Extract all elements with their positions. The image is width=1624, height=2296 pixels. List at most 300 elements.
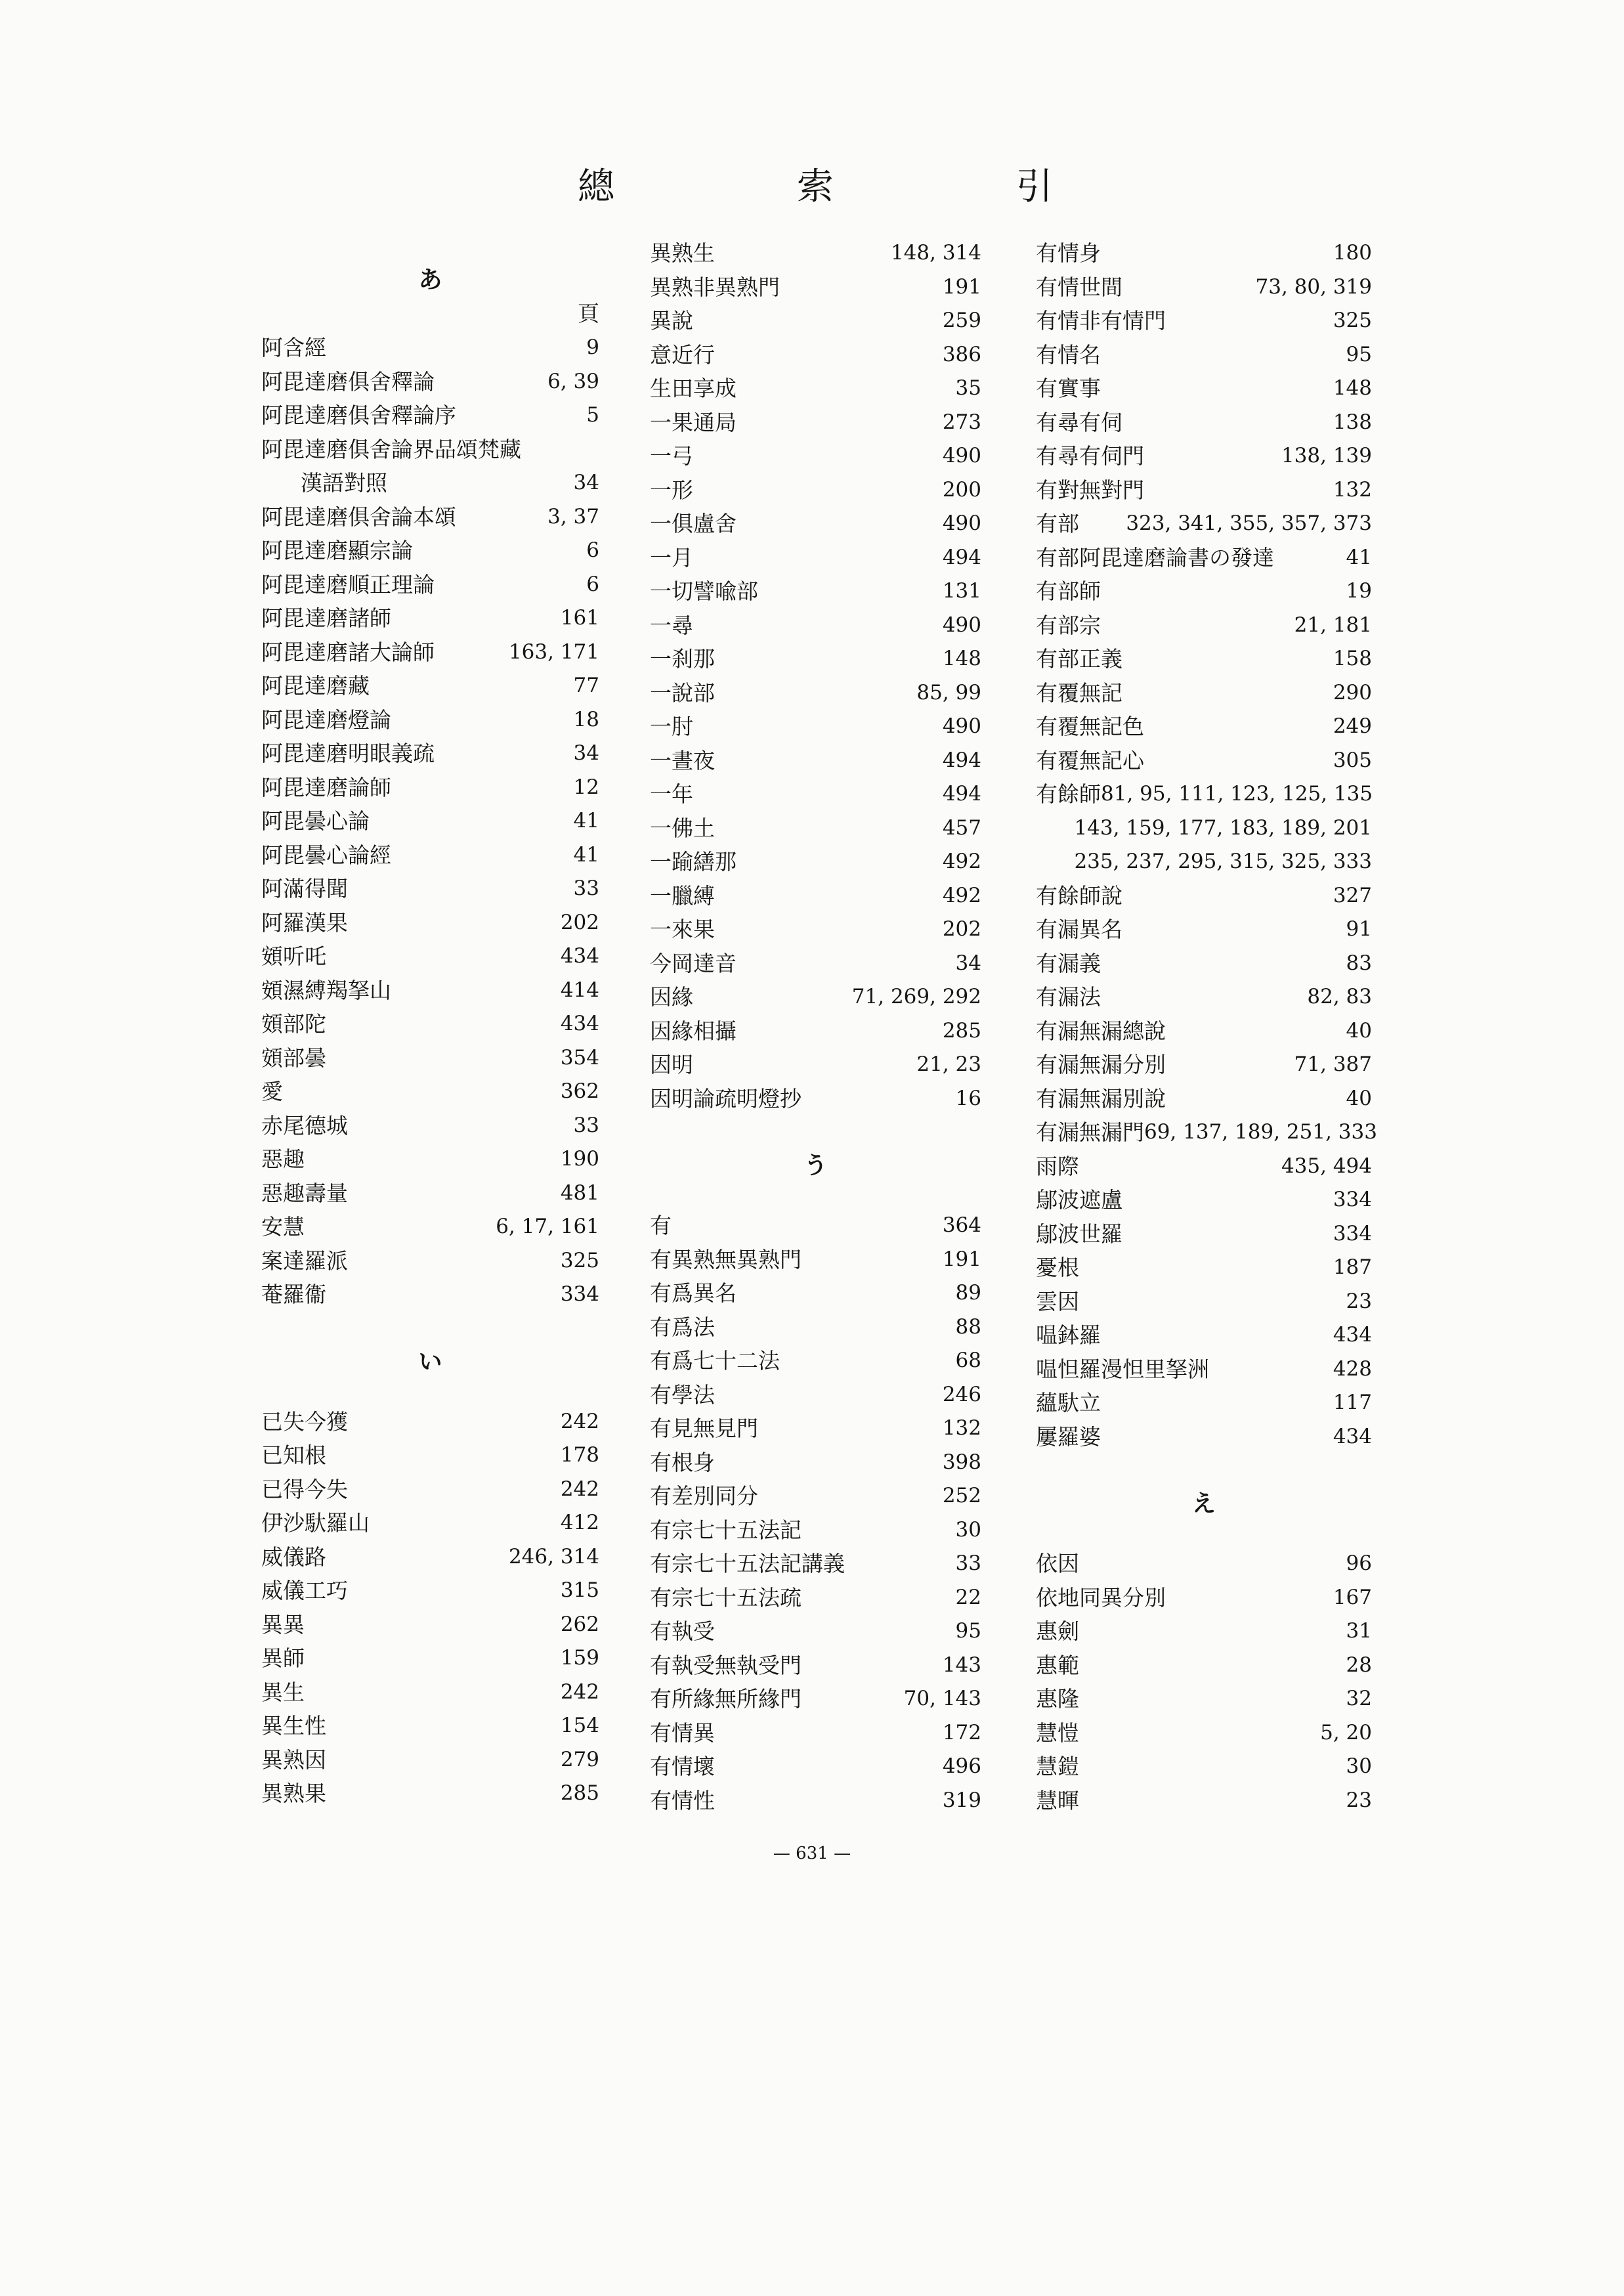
index-entry — [1036, 1116, 1377, 1150]
index-entry-term: 阿含經 — [261, 335, 326, 360]
index-entry-pages: 494 — [942, 782, 981, 806]
index-entry-term: 一尋 — [650, 612, 693, 638]
index-entry — [261, 1608, 599, 1642]
index-entry-pages: 88 — [955, 1314, 981, 1339]
index-entry-pages: 494 — [942, 748, 981, 772]
index-entry-pages: 89 — [955, 1281, 981, 1305]
index-entry — [1036, 574, 1372, 609]
index-column-2 — [650, 236, 981, 1817]
index-entry-term: 惡趣壽量 — [261, 1180, 348, 1206]
column-2-entries-top — [650, 236, 981, 1116]
index-entry-pages: 33 — [573, 877, 599, 900]
index-entry-term: 有宗七十五法記 — [650, 1517, 801, 1543]
index-entry — [1036, 1547, 1372, 1581]
index-entry — [650, 338, 981, 372]
index-entry-pages: 323, 341, 355, 357, 373 — [1126, 511, 1372, 535]
index-entry-pages: 28 — [1346, 1653, 1372, 1677]
index-entry — [261, 500, 599, 534]
index-entry-term: 有情非有情門 — [1036, 308, 1166, 334]
index-entry — [261, 906, 599, 940]
index-entry — [1036, 1614, 1372, 1649]
index-entry-pages: 187 — [1333, 1255, 1372, 1279]
index-entry-pages: 191 — [942, 1247, 981, 1271]
index-entry — [650, 1784, 981, 1818]
section-a-entries — [261, 331, 599, 1312]
index-entry-term: 有漏無漏門 — [1036, 1119, 1144, 1145]
index-entry — [650, 1412, 981, 1446]
index-entry — [1036, 1251, 1372, 1285]
index-entry-pages: 23 — [1346, 1289, 1372, 1313]
index-entry — [650, 744, 981, 778]
index-entry — [650, 1750, 981, 1784]
index-entry — [1036, 439, 1372, 473]
index-entry-term: 已失今獲 — [261, 1408, 348, 1435]
index-entry — [650, 1479, 981, 1513]
index-entry-term: 有部 — [1036, 511, 1079, 536]
index-entry — [1036, 744, 1372, 778]
index-entry — [650, 947, 981, 981]
index-entry-pages: 70, 143 — [903, 1687, 981, 1710]
index-entry-term: 案達羅派 — [261, 1247, 348, 1274]
index-entry — [261, 534, 599, 568]
index-entry — [261, 872, 599, 906]
index-entry-term: 異熟非異熟門 — [650, 274, 780, 300]
index-entry — [261, 365, 599, 399]
index-entry-pages: 143 — [942, 1653, 981, 1677]
index-entry-term: 一刹那 — [650, 646, 715, 672]
index-entry — [650, 1209, 981, 1243]
index-entry-pages: 279 — [560, 1747, 599, 1771]
index-entry-term: 有情名 — [1036, 341, 1101, 368]
index-entry-pages: 3, 37 — [547, 504, 599, 529]
index-column-3 — [1036, 236, 1377, 1817]
index-entry-term: 阿毘達磨諸大論師 — [261, 639, 435, 665]
column-3-entries-top — [1036, 236, 1377, 1454]
index-entry-pages: 95 — [1346, 342, 1372, 366]
index-entry-term: 一切譬喩部 — [650, 578, 758, 604]
index-entry-term: 惡趣 — [261, 1146, 305, 1172]
index-entry — [1036, 1183, 1372, 1217]
index-entry-term: 阿毘曇心論 — [261, 808, 370, 834]
index-entry-term: 有異熟無異熟門 — [650, 1246, 801, 1272]
index-entry-pages: 6, 39 — [547, 369, 599, 393]
index-entry-term: 有根身 — [650, 1449, 715, 1475]
index-entry-pages: 158 — [1333, 647, 1372, 670]
index-entry-pages: 434 — [1333, 1323, 1372, 1347]
index-entry-term: 雨際 — [1036, 1153, 1079, 1179]
index-entry — [261, 1473, 599, 1507]
index-entry-term: 今岡達音 — [650, 950, 737, 976]
index-entry-term: 阿毘達磨俱舍釋論序 — [261, 402, 456, 428]
index-entry-pages: 33 — [955, 1551, 981, 1575]
index-entry — [650, 271, 981, 305]
index-entry-pages: 71, 269, 292 — [851, 985, 981, 1008]
index-entry — [261, 974, 599, 1008]
section-i-entries — [261, 1405, 599, 1811]
index-entry-term: 阿羅漢果 — [261, 909, 348, 936]
index-entry — [1036, 1750, 1372, 1784]
index-entry-term: 漢語對照 — [301, 470, 387, 496]
index-entry-pages: 246 — [942, 1382, 981, 1406]
index-entry-term: 一肘 — [650, 714, 693, 739]
index-entry-pages: 40 — [1346, 1086, 1372, 1110]
index-entry-term: 有對無對門 — [1036, 477, 1144, 503]
index-entry-term: 有情性 — [650, 1787, 715, 1813]
index-entry-term: 惠隆 — [1036, 1686, 1079, 1712]
index-entry-term: 有漏法 — [1036, 984, 1101, 1010]
index-entry-pages: 5 — [586, 403, 599, 427]
index-entry-term: 有尋有伺門 — [1036, 443, 1144, 469]
index-entry-pages: 200 — [942, 477, 981, 502]
index-entry-pages: 132 — [1333, 477, 1372, 502]
index-entry-pages: 83 — [1346, 951, 1372, 975]
index-entry — [1036, 507, 1372, 541]
index-entry — [261, 433, 599, 467]
index-entry-term: 慧鎧 — [1036, 1754, 1079, 1779]
index-entry — [650, 777, 981, 812]
index-entry-term: 意近行 — [650, 341, 715, 368]
index-entry — [261, 1743, 599, 1777]
index-entry-pages: 327 — [1333, 883, 1372, 907]
index-entry-pages: 434 — [560, 1012, 599, 1035]
index-entry-pages: 21, 181 — [1294, 613, 1372, 637]
index-entry-pages: 9 — [586, 336, 599, 359]
index-entry-pages: 81, 95, 111, 123, 125, 135 — [1101, 782, 1373, 806]
index-entry — [261, 804, 599, 838]
index-entry — [261, 636, 599, 670]
index-entry-pages: 69, 137, 189, 251, 333 — [1144, 1120, 1377, 1144]
index-entry — [1036, 642, 1372, 676]
index-entry-pages: 354 — [560, 1045, 599, 1070]
index-entry — [1036, 1318, 1372, 1353]
index-entry — [650, 642, 981, 676]
page-column-header: 頁 — [578, 301, 599, 326]
index-entry — [261, 568, 599, 602]
index-entry-pages: 41 — [1346, 545, 1372, 569]
index-entry-term: 阿毘達磨論師 — [261, 774, 391, 800]
index-entry-pages: 242 — [560, 1679, 599, 1704]
index-entry-pages: 77 — [573, 674, 599, 697]
index-entry — [650, 1716, 981, 1750]
index-entry-term: 有餘師說 — [1036, 882, 1122, 909]
index-entry-pages: 95 — [955, 1619, 981, 1643]
index-entry — [261, 1676, 599, 1710]
index-entry-pages: 32 — [1346, 1687, 1372, 1710]
index-entry — [1036, 1048, 1372, 1082]
index-entry-term: 一形 — [650, 477, 693, 503]
index-entry — [1036, 1082, 1372, 1116]
index-entry-term: 嗢鉢羅 — [1036, 1322, 1101, 1348]
index-entry — [1036, 304, 1372, 338]
index-entry-pages: 285 — [560, 1781, 599, 1805]
index-entry-pages: 325 — [560, 1248, 599, 1272]
index-entry-pages: 398 — [942, 1450, 981, 1474]
index-entry-pages: 41 — [573, 842, 599, 867]
index-entry-term: 有部師 — [1036, 578, 1101, 604]
index-entry — [1036, 913, 1372, 947]
index-entry-pages: 305 — [1333, 748, 1372, 772]
index-entry-pages: 73, 80, 319 — [1255, 274, 1372, 299]
index-entry-pages: 490 — [942, 613, 981, 637]
index-entry-pages: 242 — [560, 1477, 599, 1501]
index-entry — [1036, 271, 1372, 305]
index-entry — [650, 1547, 981, 1581]
index-entry-pages: 490 — [942, 511, 981, 535]
index-entry-pages: 492 — [942, 850, 981, 873]
index-entry — [1036, 710, 1372, 744]
index-entry-term: 鄔波遮盧 — [1036, 1187, 1122, 1213]
index-entry-term: 異生 — [261, 1679, 305, 1705]
index-entry — [261, 1210, 599, 1244]
index-entry — [1036, 1353, 1372, 1387]
index-entry — [650, 1581, 981, 1615]
index-entry-pages: 172 — [942, 1720, 981, 1744]
page-number: — 631 — — [773, 1844, 851, 1863]
index-entry-term: 有部宗 — [1036, 612, 1101, 638]
index-entry-pages: 159 — [560, 1646, 599, 1670]
index-entry-term: 有覆無記 — [1036, 680, 1122, 706]
index-entry-pages: 91 — [1346, 917, 1372, 941]
index-entry-pages-continued: 143, 159, 177, 183, 189, 201 — [1074, 815, 1372, 840]
index-entry — [1036, 1420, 1372, 1454]
index-entry-term: 菴羅衞 — [261, 1282, 326, 1307]
index-entry-term: 鄔波世羅 — [1036, 1221, 1122, 1247]
index-entry-pages: 490 — [942, 444, 981, 467]
index-entry-pages: 249 — [1333, 714, 1372, 738]
index-entry-term: 有漏無漏分別 — [1036, 1052, 1166, 1077]
index-entry-term: 一月 — [650, 544, 693, 571]
index-entry-term: 有見無見門 — [650, 1416, 758, 1441]
section-u-entries — [650, 1209, 981, 1817]
index-entry — [1036, 338, 1372, 372]
index-entry-term: 有執受 — [650, 1618, 715, 1644]
index-entry-pages: 71, 387 — [1294, 1052, 1372, 1076]
index-entry-pages: 31 — [1346, 1619, 1372, 1643]
index-entry-pages: 18 — [573, 707, 599, 731]
index-entry — [261, 1405, 599, 1439]
section-heading-e: え — [1191, 1490, 1216, 1517]
index-entry-pages: 490 — [942, 714, 981, 738]
index-entry-term: 阿毘達磨俱舍論本頌 — [261, 504, 456, 530]
index-entry-term: 一來果 — [650, 917, 715, 942]
index-entry — [650, 1048, 981, 1082]
index-entry — [1036, 1682, 1372, 1716]
index-entry-term: 異熟果 — [261, 1781, 326, 1806]
index-entry-term: 一晝夜 — [650, 747, 715, 773]
index-entry — [1036, 879, 1372, 913]
index-entry — [650, 1513, 981, 1548]
index-entry-pages: 252 — [942, 1484, 981, 1507]
index-entry-term: 異生性 — [261, 1713, 326, 1739]
index-entry-pages: 41 — [573, 809, 599, 833]
index-entry — [261, 1709, 599, 1743]
index-entry — [261, 940, 599, 974]
index-entry-term: 一弓 — [650, 443, 693, 469]
index-entry-pages: 22 — [955, 1585, 981, 1609]
index-entry-term: 阿毘達磨燈論 — [261, 706, 391, 733]
index-entry — [1036, 1649, 1372, 1683]
index-entry-pages: 428 — [1333, 1356, 1372, 1381]
index-entry-term: 慧暉 — [1036, 1787, 1079, 1813]
index-entry-pages: 492 — [942, 883, 981, 907]
index-entry — [650, 812, 981, 846]
index-entry-pages: 96 — [1346, 1551, 1372, 1575]
index-entry-pages: 435, 494 — [1281, 1154, 1372, 1178]
index-entry-pages: 334 — [560, 1282, 599, 1306]
index-entry — [261, 466, 599, 500]
index-entry-pages: 117 — [1333, 1391, 1372, 1414]
index-entry-term: 因緣相攝 — [650, 1018, 737, 1044]
index-entry-pages: 290 — [1333, 680, 1372, 704]
index-entry — [261, 331, 599, 365]
index-entry-pages: 190 — [560, 1147, 599, 1171]
index-entry — [650, 236, 981, 271]
index-entry — [650, 1344, 981, 1378]
index-entry — [1036, 406, 1372, 440]
index-entry-term: 雲因 — [1036, 1288, 1079, 1314]
index-entry-pages: 34 — [573, 741, 599, 765]
index-entry-term: 惠劍 — [1036, 1618, 1079, 1644]
index-entry — [650, 710, 981, 744]
index-entry-pages: 481 — [560, 1180, 599, 1205]
index-entry-term: 有所緣無所緣門 — [650, 1686, 801, 1712]
section-heading-a: あ — [418, 266, 442, 293]
index-entry — [650, 1446, 981, 1480]
index-column-1 — [261, 263, 599, 1811]
index-entry — [261, 1540, 599, 1574]
index-entry — [650, 845, 981, 879]
index-entry — [650, 913, 981, 947]
index-entry — [650, 1014, 981, 1049]
index-entry-term: 有執受無執受門 — [650, 1652, 801, 1678]
index-entry — [1036, 1784, 1372, 1818]
index-entry-term: 阿毘達磨俱舍釋論 — [261, 368, 435, 395]
index-entry-term: 愛 — [261, 1079, 283, 1104]
page-title: 總 索 引 — [578, 165, 1138, 208]
index-entry-term: 頞部陀 — [261, 1011, 326, 1037]
index-entry-pages: 6, 17, 161 — [496, 1215, 599, 1238]
index-entry — [650, 879, 981, 913]
index-entry-pages: 132 — [942, 1416, 981, 1440]
index-entry-pages: 6 — [586, 538, 599, 562]
index-entry — [261, 1641, 599, 1676]
index-entry — [261, 1075, 599, 1109]
index-entry — [1036, 980, 1372, 1014]
index-entry — [261, 771, 599, 805]
index-entry-term: 阿毘達磨明眼義疏 — [261, 741, 435, 766]
index-entry-term: 有情身 — [1036, 240, 1101, 266]
index-entry — [1036, 609, 1372, 643]
index-entry — [261, 1041, 599, 1075]
index-entry — [261, 1109, 599, 1143]
index-entry — [1036, 1014, 1372, 1049]
index-entry-term: 有漏義 — [1036, 950, 1101, 976]
index-entry-term: 阿毘達磨顯宗論 — [261, 538, 413, 563]
index-entry-pages: 12 — [573, 775, 599, 799]
index-entry-term: 阿毘達磨藏 — [261, 673, 370, 699]
index-entry-pages: 34 — [955, 951, 981, 975]
index-entry-term: 有實事 — [1036, 376, 1101, 401]
index-entry-term: 威儀路 — [261, 1544, 326, 1570]
index-entry-term: 已得今失 — [261, 1476, 348, 1502]
index-entry-pages: 362 — [560, 1079, 599, 1103]
index-entry-term: 安慧 — [261, 1214, 305, 1240]
index-entry-term: 赤尾德城 — [261, 1112, 348, 1138]
index-entry — [650, 1682, 981, 1716]
index-entry — [1036, 1386, 1372, 1420]
index-entry-term: 有漏無漏總說 — [1036, 1018, 1166, 1044]
index-entry-term: 阿毘達磨順正理論 — [261, 571, 435, 597]
index-entry — [261, 669, 599, 703]
index-entry-pages: 191 — [942, 274, 981, 299]
index-entry — [650, 1649, 981, 1683]
index-entry-term: 慧愷 — [1036, 1720, 1079, 1746]
index-entry-term: 嗢怛羅漫怛里拏洲 — [1036, 1356, 1209, 1382]
index-entry — [1036, 947, 1372, 981]
index-entry-term: 有差別同分 — [650, 1483, 758, 1509]
index-entry-term: 阿滿得聞 — [261, 876, 348, 901]
index-entry — [650, 473, 981, 508]
index-entry — [650, 507, 981, 541]
index-entry-term: 一果通局 — [650, 409, 737, 435]
index-entry-pages: 19 — [1346, 579, 1372, 603]
index-entry — [650, 1243, 981, 1277]
section-heading-u: う — [803, 1152, 828, 1179]
index-entry-pages: 494 — [942, 545, 981, 569]
index-entry-pages: 82, 83 — [1307, 985, 1372, 1008]
index-entry — [261, 1574, 599, 1608]
index-entry-term: 有宗七十五法記講義 — [650, 1551, 845, 1576]
index-entry-pages: 161 — [560, 606, 599, 630]
index-entry-pages: 434 — [1333, 1424, 1372, 1448]
index-entry-pages: 148, 314 — [890, 241, 981, 265]
index-entry-pages: 35 — [955, 376, 981, 400]
index-entry — [261, 737, 599, 771]
index-entry-term: 異熟因 — [261, 1746, 326, 1773]
index-entry-pages: 496 — [942, 1754, 981, 1778]
index-entry-pages: 285 — [942, 1018, 981, 1043]
index-entry — [261, 838, 599, 873]
index-entry-pages: 246, 314 — [508, 1544, 599, 1569]
index-entry — [650, 439, 981, 473]
index-entry-term: 有爲異名 — [650, 1280, 737, 1306]
index-entry-pages: 457 — [942, 815, 981, 840]
index-entry-term: 一年 — [650, 781, 693, 807]
index-entry-pages: 334 — [1333, 1188, 1372, 1211]
index-entry-pages: 148 — [1333, 376, 1372, 400]
index-entry-pages: 315 — [560, 1578, 599, 1602]
index-entry — [1036, 473, 1372, 508]
index-entry-pages: 325 — [1333, 309, 1372, 332]
index-entry-pages: 16 — [955, 1086, 981, 1110]
index-entry-term: 有學法 — [650, 1381, 715, 1408]
index-entry-pages: 33 — [573, 1113, 599, 1137]
index-entry-term: 有覆無記色 — [1036, 714, 1144, 739]
section-e-entries — [1036, 1547, 1372, 1817]
index-entry-term: 阿毘達磨俱舍論界品頌梵藏 — [261, 436, 521, 462]
index-entry-term: 有情壞 — [650, 1754, 715, 1779]
index-entry — [261, 703, 599, 737]
index-entry-pages: 85, 99 — [916, 680, 981, 704]
index-entry-pages: 163, 171 — [508, 639, 599, 664]
index-entry — [650, 676, 981, 710]
index-entry — [1036, 1581, 1372, 1615]
index-entry-pages: 30 — [1346, 1754, 1372, 1778]
index-entry-term: 因緣 — [650, 984, 693, 1010]
index-entry — [650, 980, 981, 1014]
index-entry-pages: 138, 139 — [1281, 444, 1372, 467]
index-entry-pages: 259 — [942, 309, 981, 332]
